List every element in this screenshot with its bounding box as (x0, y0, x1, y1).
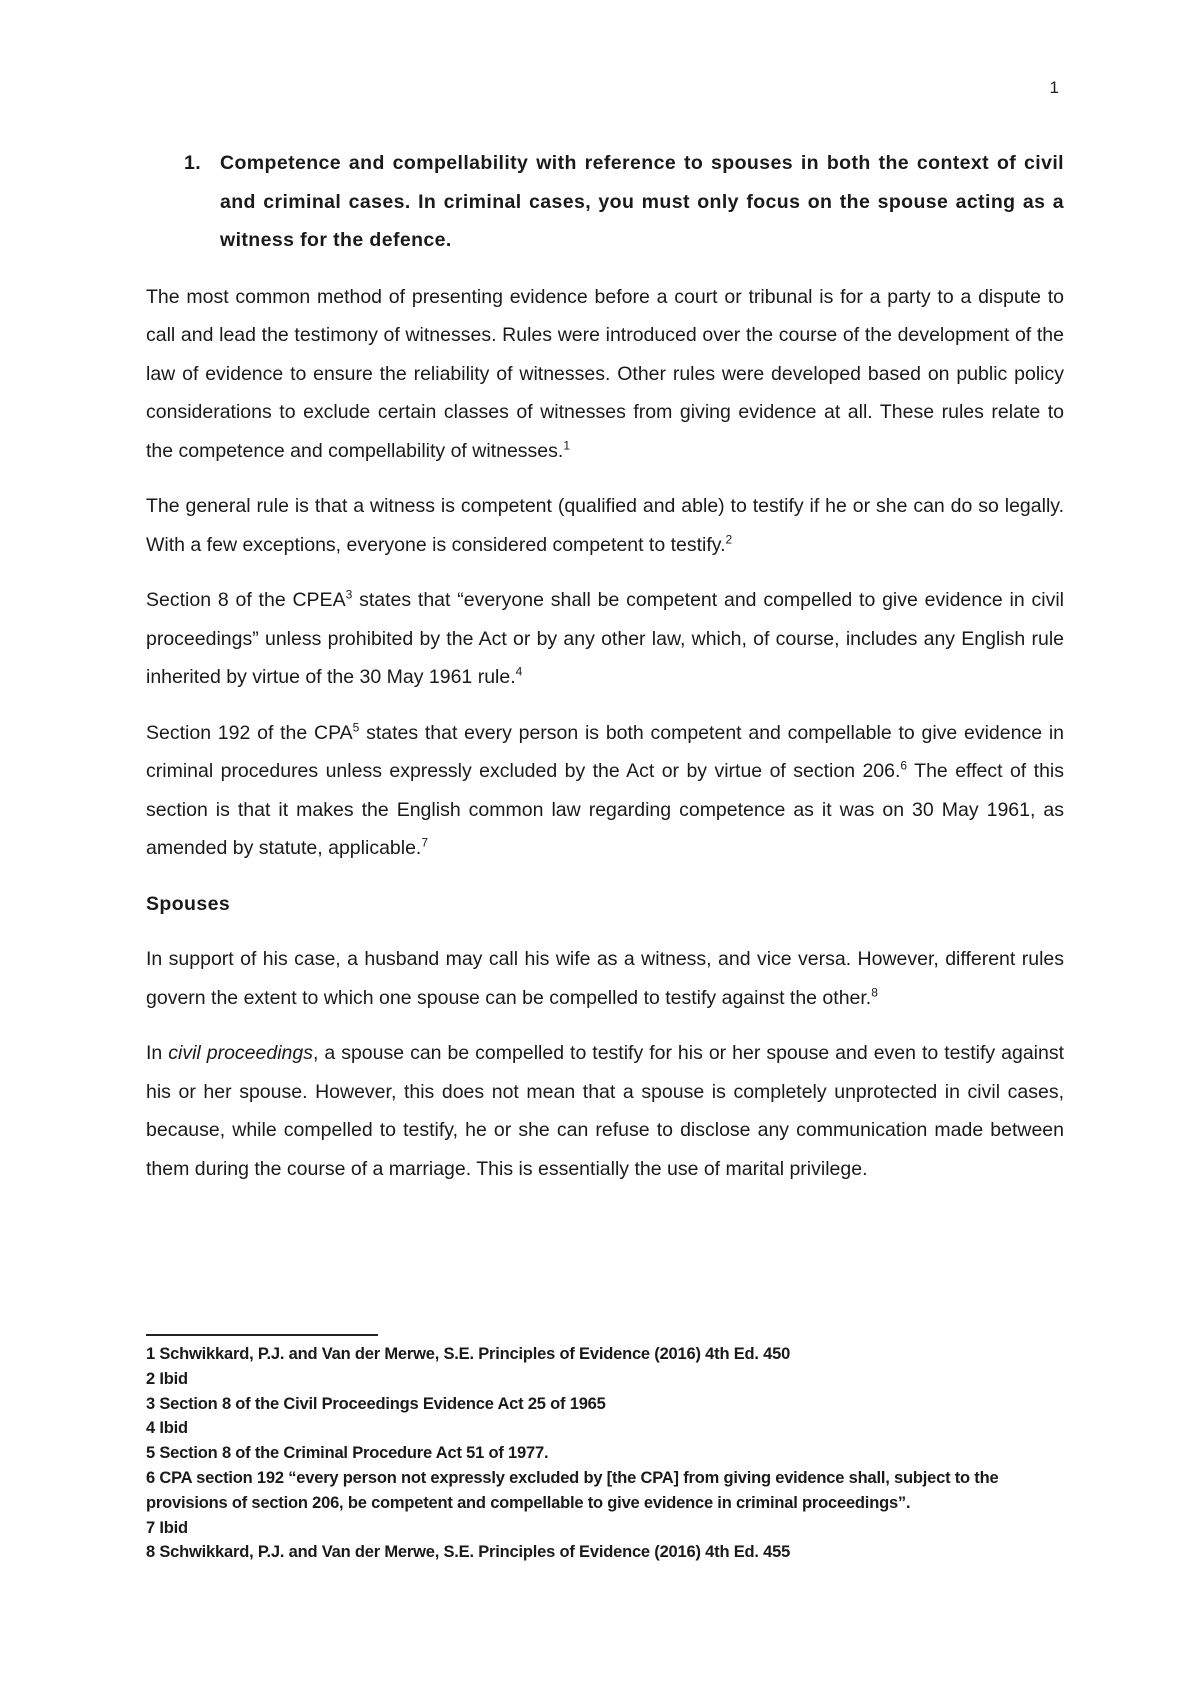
document-body (146, 144, 1064, 1205)
footnote-1: 1 Schwikkard, P.J. and Van der Merwe, S.E. Principles of Evidence (2016) 4th Ed. 450 (146, 1345, 791, 1363)
paragraph-text: states that every person is both competent and compellable to give evidence in criminal procedures unless expressly excluded by the Act or by virtue of section 206. (146, 721, 1065, 782)
footnote-2: 2 Ibid (146, 1369, 188, 1388)
subheading-spouses: Spouses (146, 892, 231, 915)
footnote-7: 7 Ibid (146, 1518, 188, 1537)
footnote-ref: 8 (871, 985, 878, 999)
footnote-ref: 1 (563, 438, 570, 452)
paragraph-general-rule (146, 487, 1064, 564)
page-number: 1 (1049, 78, 1059, 97)
paragraph-spouses-support (146, 940, 1064, 1017)
paragraph-text: Section 8 of the CPEA (146, 589, 346, 611)
paragraph-section-192 (146, 714, 1064, 868)
footnote-8: 8 Schwikkard, P.J. and Van der Merwe, S.E. Principles of Evidence (2016) 4th Ed. 455 (146, 1543, 791, 1562)
paragraph-text: states that “everyone shall be competent and compelled to give evidence in civil proceedings” unless prohibited by the Act or by any other law, which, of course, includes any English rule inherited by virtue of the 30 May 1961 rule. (146, 589, 1064, 688)
footnote-ref: 6 (900, 758, 908, 773)
footnote-5: 5 Section 8 of the Criminal Procedure Act 51 of 1977. (146, 1444, 549, 1463)
paragraph-section-8 (146, 581, 1064, 697)
footnote-ref: 4 (515, 664, 523, 679)
footnote-ref: 2 (725, 532, 733, 546)
paragraph-text: , a spouse can be compelled to testify for his or her spouse and even to testify against his or her spouse. However, this does not mean that a spouse is completely unprotected in civil cases, because, while compelled to testify, he or she can refuse to disclose any communication made between them during the course of a marriage. This is essentially the use of marital privilege. (146, 1042, 1065, 1180)
footnote-6: 6 CPA section 192 “every person not expressly excluded by [the CPA] from giving evidence shall, subject to the provisions of section 206, be competent and compellable to give evidence in criminal proceedings”. (146, 1468, 999, 1512)
paragraph-text: In (146, 1042, 169, 1064)
heading-number: 1. (184, 152, 202, 174)
paragraph-text: In support of his case, a husband may call his wife as a witness, and vice versa. However, different rules govern the extent to which one spouse can be compelled to testify against the other. (146, 948, 1064, 1009)
paragraph-text: Section 192 of the CPA (146, 721, 353, 744)
footnotes (146, 1342, 1066, 1565)
footnote-4: 4 Ibid (146, 1419, 188, 1438)
heading-text: Competence and compellability with reference to spouses in both the context of civil and criminal cases. In criminal cases, you must only focus on the spouse acting as a witness for the defence. (220, 152, 1064, 251)
footnote-separator (146, 1334, 378, 1336)
footnote-ref: 5 (352, 720, 360, 734)
paragraph-text: The most common method of presenting evidence before a court or tribunal is for a party to a dispute to call and lead the testimony of witnesses. Rules were introduced over the course of the development of the law of evidence to ensure the reliability of witnesses. Other rules were developed based on public policy considerations to exclude certain classes of witnesses from giving evidence at all. These rules relate to the competence and compellability of witnesses. (146, 285, 1064, 462)
footnote-ref: 7 (421, 835, 429, 850)
paragraph-text: The general rule is that a witness is competent (qualified and able) to testify if he or she can do so legally. With a few exceptions, everyone is considered competent to testify. (146, 495, 1064, 556)
paragraph-civil-proceedings (146, 1034, 1064, 1188)
paragraph-intro (146, 278, 1064, 471)
paragraph-text: The effect of this section is that it makes the English common law regarding competence as it was on 30 May 1961, as amended by statute, applicable. (146, 760, 1064, 859)
italic-term: civil proceedings (168, 1042, 313, 1064)
question-heading (146, 144, 1064, 260)
footnote-3: 3 Section 8 of the Civil Proceedings Evidence Act 25 of 1965 (146, 1394, 606, 1413)
footnote-ref: 3 (345, 587, 353, 602)
